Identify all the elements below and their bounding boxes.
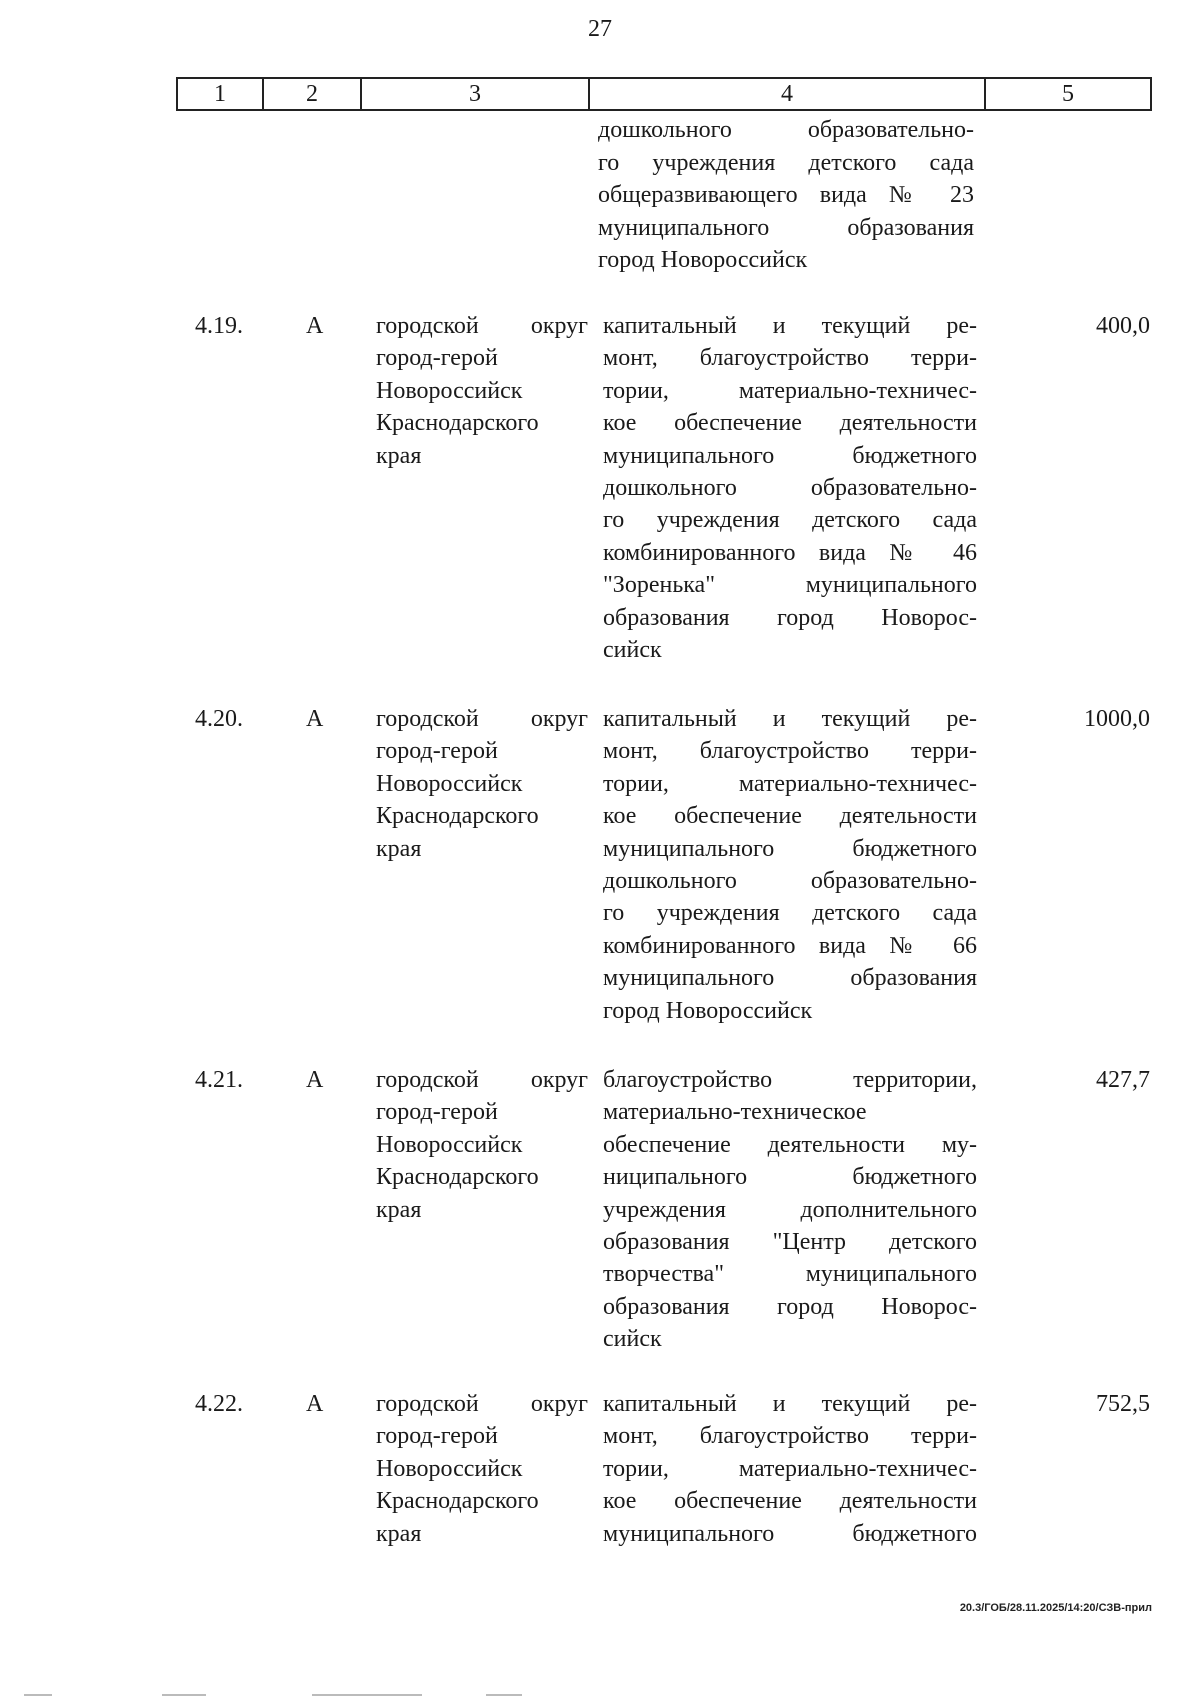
scan-edge-mark <box>486 1694 522 1696</box>
row-category: А <box>306 313 324 339</box>
text-line: кое обеспечение деятельности <box>603 410 977 437</box>
text-line: Новороссийск <box>376 377 523 404</box>
text-line: муниципального образования <box>603 965 977 992</box>
continuation-text <box>598 114 974 277</box>
text-line: тории, материально-техничес- <box>603 770 977 797</box>
text-line: Новороссийск <box>376 1131 523 1158</box>
text-line: тории, материально-техничес- <box>603 1455 977 1482</box>
text-line: дошкольного образовательно- <box>603 868 977 895</box>
text-line: творчества" муниципального <box>603 1261 977 1288</box>
text-line: город Новороссийск <box>598 247 808 273</box>
text-line: образования "Центр детского <box>603 1229 977 1256</box>
text-line: монт, благоустройство терри- <box>603 1423 977 1450</box>
amount-cell: 427,7 <box>1096 1067 1150 1093</box>
scan-edge-mark <box>162 1694 206 1696</box>
row-number: 4.22. <box>195 1391 243 1417</box>
amount-cell: 752,5 <box>1096 1391 1150 1417</box>
text-line: Краснодарского <box>376 1164 539 1191</box>
municipality-cell <box>376 1064 588 1226</box>
text-line: образования город Новорос- <box>603 604 977 631</box>
purpose-cell <box>603 310 977 666</box>
text-line: Краснодарского <box>376 1488 539 1515</box>
column-number-header <box>176 77 1152 111</box>
text-line: город-герой <box>376 1099 498 1126</box>
text-line: город-герой <box>376 738 498 765</box>
text-line: городской округ <box>376 706 588 732</box>
text-line: дошкольного образовательно- <box>598 117 974 143</box>
scan-edge-mark <box>24 1694 52 1696</box>
text-line: капитальный и текущий ре- <box>603 1391 977 1417</box>
municipality-cell <box>376 1388 588 1550</box>
column-number-3: 3 <box>362 79 590 109</box>
text-line: сийск <box>603 1326 662 1353</box>
purpose-cell <box>603 1388 977 1550</box>
text-line: муниципального образования <box>598 214 974 241</box>
text-line: муниципального бюджетного <box>603 442 977 469</box>
purpose-cell <box>603 1064 977 1356</box>
text-line: обеспечение деятельности му- <box>603 1131 977 1158</box>
row-number: 4.19. <box>195 313 243 339</box>
column-number-5: 5 <box>1062 81 1074 107</box>
row-category: А <box>306 1391 324 1417</box>
text-line: город-герой <box>376 345 498 372</box>
text-line: го учреждения детского сада <box>603 507 977 534</box>
text-line: образования город Новорос- <box>603 1293 977 1320</box>
text-line: "Зоренька" муниципального <box>603 572 977 599</box>
text-line: городской округ <box>376 1067 588 1093</box>
text-line: комбинированного вида № 46 <box>603 539 977 566</box>
text-line: кое обеспечение деятельности <box>603 1488 977 1515</box>
text-line: Новороссийск <box>376 1455 523 1482</box>
text-line: Краснодарского <box>376 803 539 830</box>
municipality-cell <box>376 310 588 472</box>
municipality-cell <box>376 703 588 865</box>
text-line: общеразвивающего вида № 23 <box>598 182 974 208</box>
text-line: края <box>376 1520 422 1547</box>
text-line: городской округ <box>376 1391 588 1417</box>
text-line: капитальный и текущий ре- <box>603 313 977 339</box>
row-category: А <box>306 706 324 732</box>
text-line: сийск <box>603 637 662 664</box>
text-line: кое обеспечение деятельности <box>603 803 977 830</box>
text-line: тории, материально-техничес- <box>603 377 977 404</box>
text-line: дошкольного образовательно- <box>603 475 977 502</box>
row-number: 4.20. <box>195 706 243 732</box>
text-line: учреждения дополнительного <box>603 1196 977 1223</box>
text-line: благоустройство территории, <box>603 1067 977 1093</box>
text-line: монт, благоустройство терри- <box>603 738 977 765</box>
text-line: муниципального бюджетного <box>603 1520 977 1547</box>
text-line: го учреждения детского сада <box>598 149 974 176</box>
text-line: материально-техническое <box>603 1099 867 1126</box>
text-line: ниципального бюджетного <box>603 1164 977 1191</box>
column-number-4: 4 <box>590 79 986 109</box>
text-line: го учреждения детского сада <box>603 900 977 927</box>
document-code-stamp: 20.3/ГОБ/28.11.2025/14:20/СЗВ-прил <box>959 1602 1152 1614</box>
page-number: 27 <box>588 16 612 42</box>
text-line: монт, благоустройство терри- <box>603 345 977 372</box>
column-number-2: 2 <box>264 79 362 109</box>
row-number: 4.21. <box>195 1067 243 1093</box>
text-line: комбинированного вида № 66 <box>603 932 977 959</box>
text-line: муниципального бюджетного <box>603 835 977 862</box>
text-line: края <box>376 835 422 862</box>
text-line: Новороссийск <box>376 770 523 797</box>
text-line: город-герой <box>376 1423 498 1450</box>
text-line: городской округ <box>376 313 588 339</box>
row-category: А <box>306 1067 324 1093</box>
purpose-cell <box>603 703 977 1027</box>
text-line: края <box>376 1196 422 1223</box>
text-line: капитальный и текущий ре- <box>603 706 977 732</box>
text-line: Краснодарского <box>376 410 539 437</box>
column-number-1: 1 <box>178 79 264 109</box>
text-line: края <box>376 442 422 469</box>
amount-cell: 400,0 <box>1096 313 1150 339</box>
scan-edge-mark <box>312 1694 422 1696</box>
text-line: город Новороссийск <box>603 997 813 1024</box>
amount-cell: 1000,0 <box>1084 706 1150 732</box>
